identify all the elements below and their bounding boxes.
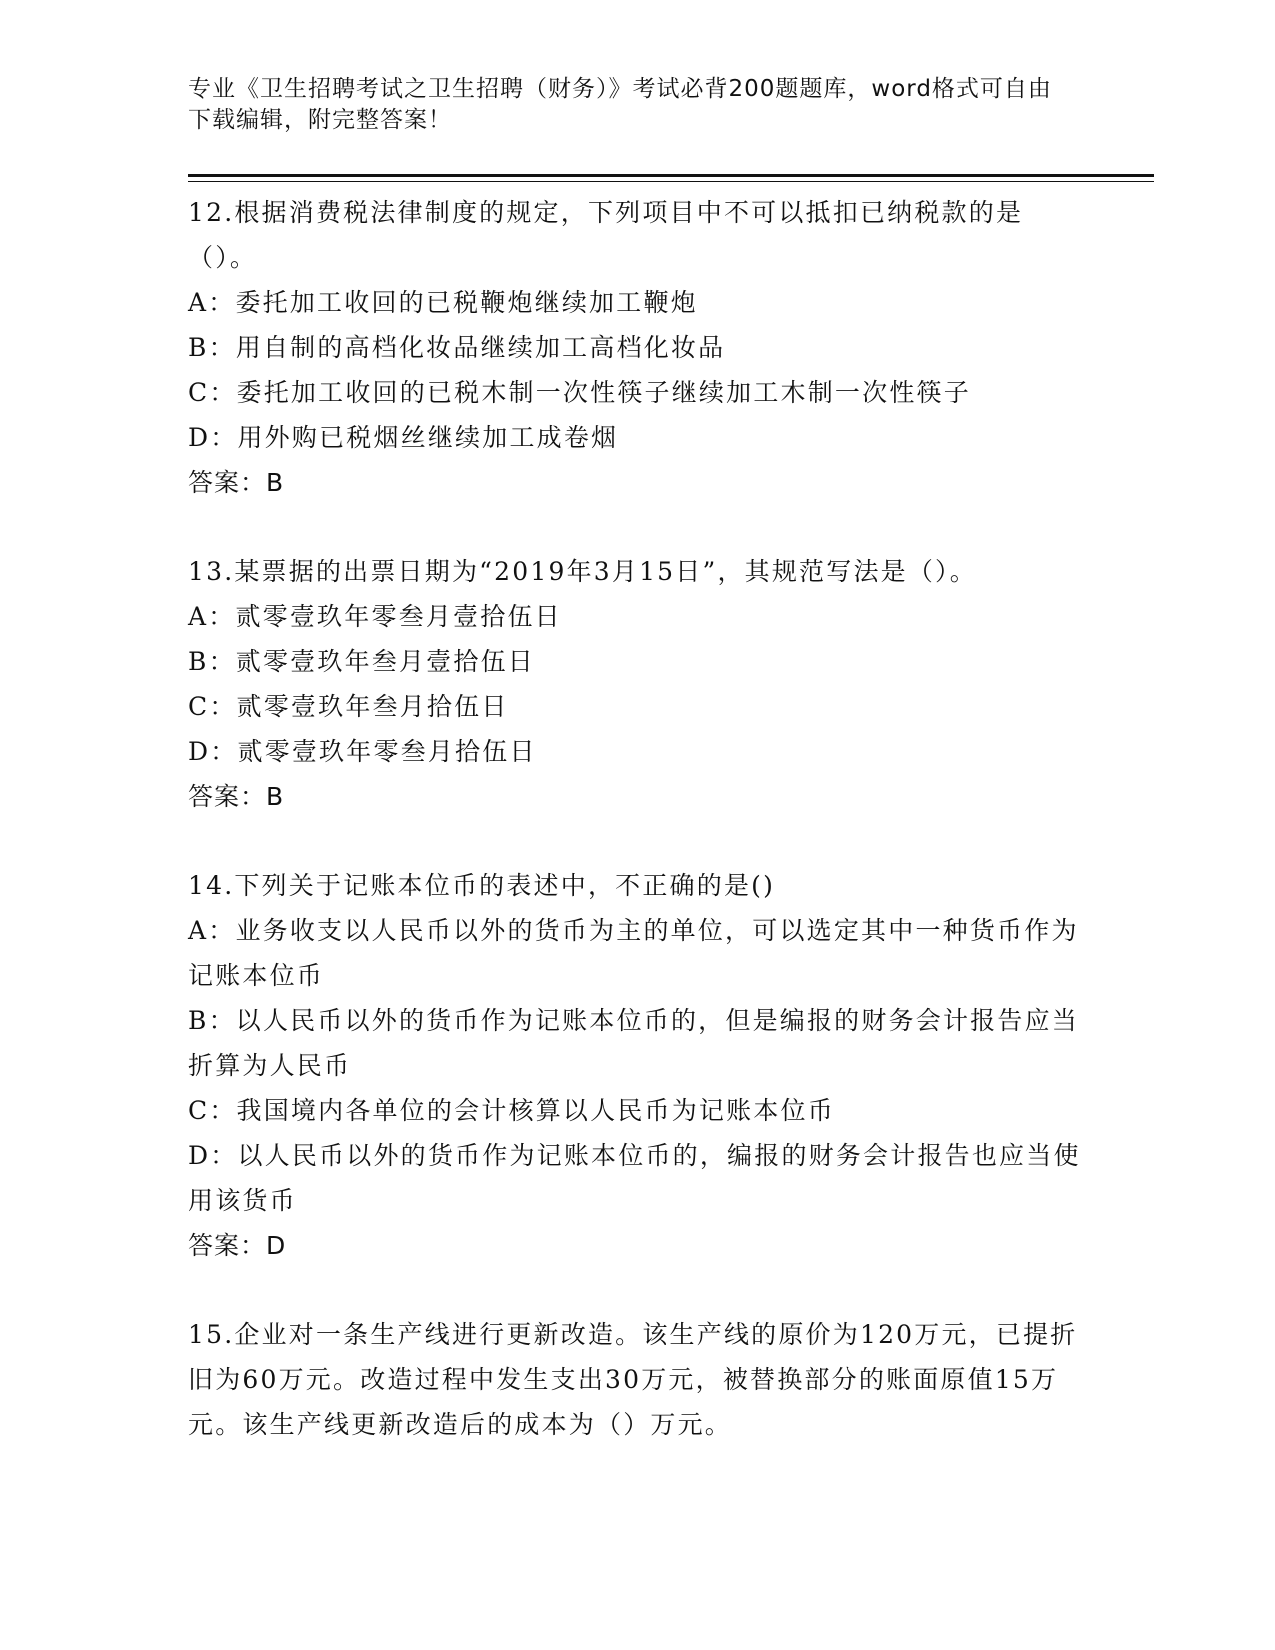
header-text: 专业《卫生招聘考试之卫生招聘（财务）》考试必背200题题库，word格式可自由下载编辑，附完整答案！: [188, 76, 1052, 133]
question-stem: 14.下列关于记账本位币的表述中，不正确的是(): [188, 871, 776, 900]
answer-line: 答案：B: [188, 468, 285, 497]
option-d: D：贰零壹玖年零叁月拾伍日: [188, 737, 537, 766]
question-gap: [188, 819, 1088, 863]
question-13: [188, 549, 1088, 819]
question-gap: [188, 1268, 1088, 1312]
answer-line: 答案：D: [188, 1231, 287, 1260]
option-c: C：我国境内各单位的会计核算以人民币为记账本位币: [188, 1096, 835, 1125]
question-12: [188, 190, 1088, 505]
question-14: [188, 863, 1088, 1268]
question-stem: 13.某票据的出票日期为“2019年3月15日”，其规范写法是（）。: [188, 557, 977, 586]
header-divider-thick: [188, 174, 1154, 177]
option-b: B：用自制的高档化妆品继续加工高档化妆品: [188, 333, 726, 362]
option-c: C：贰零壹玖年叁月拾伍日: [188, 692, 509, 721]
question-list: [188, 190, 1088, 1447]
option-a: A：委托加工收回的已税鞭炮继续加工鞭炮: [188, 288, 698, 317]
question-15: [188, 1312, 1088, 1447]
question-stem: 12.根据消费税法律制度的规定，下列项目中不可以抵扣已纳税款的是（）。: [188, 198, 1024, 272]
option-b: B：贰零壹玖年叁月壹拾伍日: [188, 647, 535, 676]
option-a: A：贰零壹玖年零叁月壹拾伍日: [188, 602, 562, 631]
option-a: A：业务收支以人民币以外的货币为主的单位，可以选定其中一种货币作为记账本位币: [188, 916, 1079, 990]
question-stem: 15.企业对一条生产线进行更新改造。该生产线的原价为120万元，已提折旧为60万元。改造过程中发生支出30万元，被替换部分的账面原值15万元。该生产线更新改造后的成本为（）万元。: [188, 1320, 1078, 1439]
header-divider-thin: [188, 181, 1154, 182]
option-d: D：用外购已税烟丝继续加工成卷烟: [188, 423, 619, 452]
option-b: B：以人民币以外的货币作为记账本位币的，但是编报的财务会计报告应当折算为人民币: [188, 1006, 1079, 1080]
option-c: C：委托加工收回的已税木制一次性筷子继续加工木制一次性筷子: [188, 378, 971, 407]
document-header: [188, 74, 1068, 136]
option-d: D：以人民币以外的货币作为记账本位币的，编报的财务会计报告也应当使用该货币: [188, 1141, 1081, 1215]
answer-line: 答案：B: [188, 782, 285, 811]
question-gap: [188, 505, 1088, 549]
